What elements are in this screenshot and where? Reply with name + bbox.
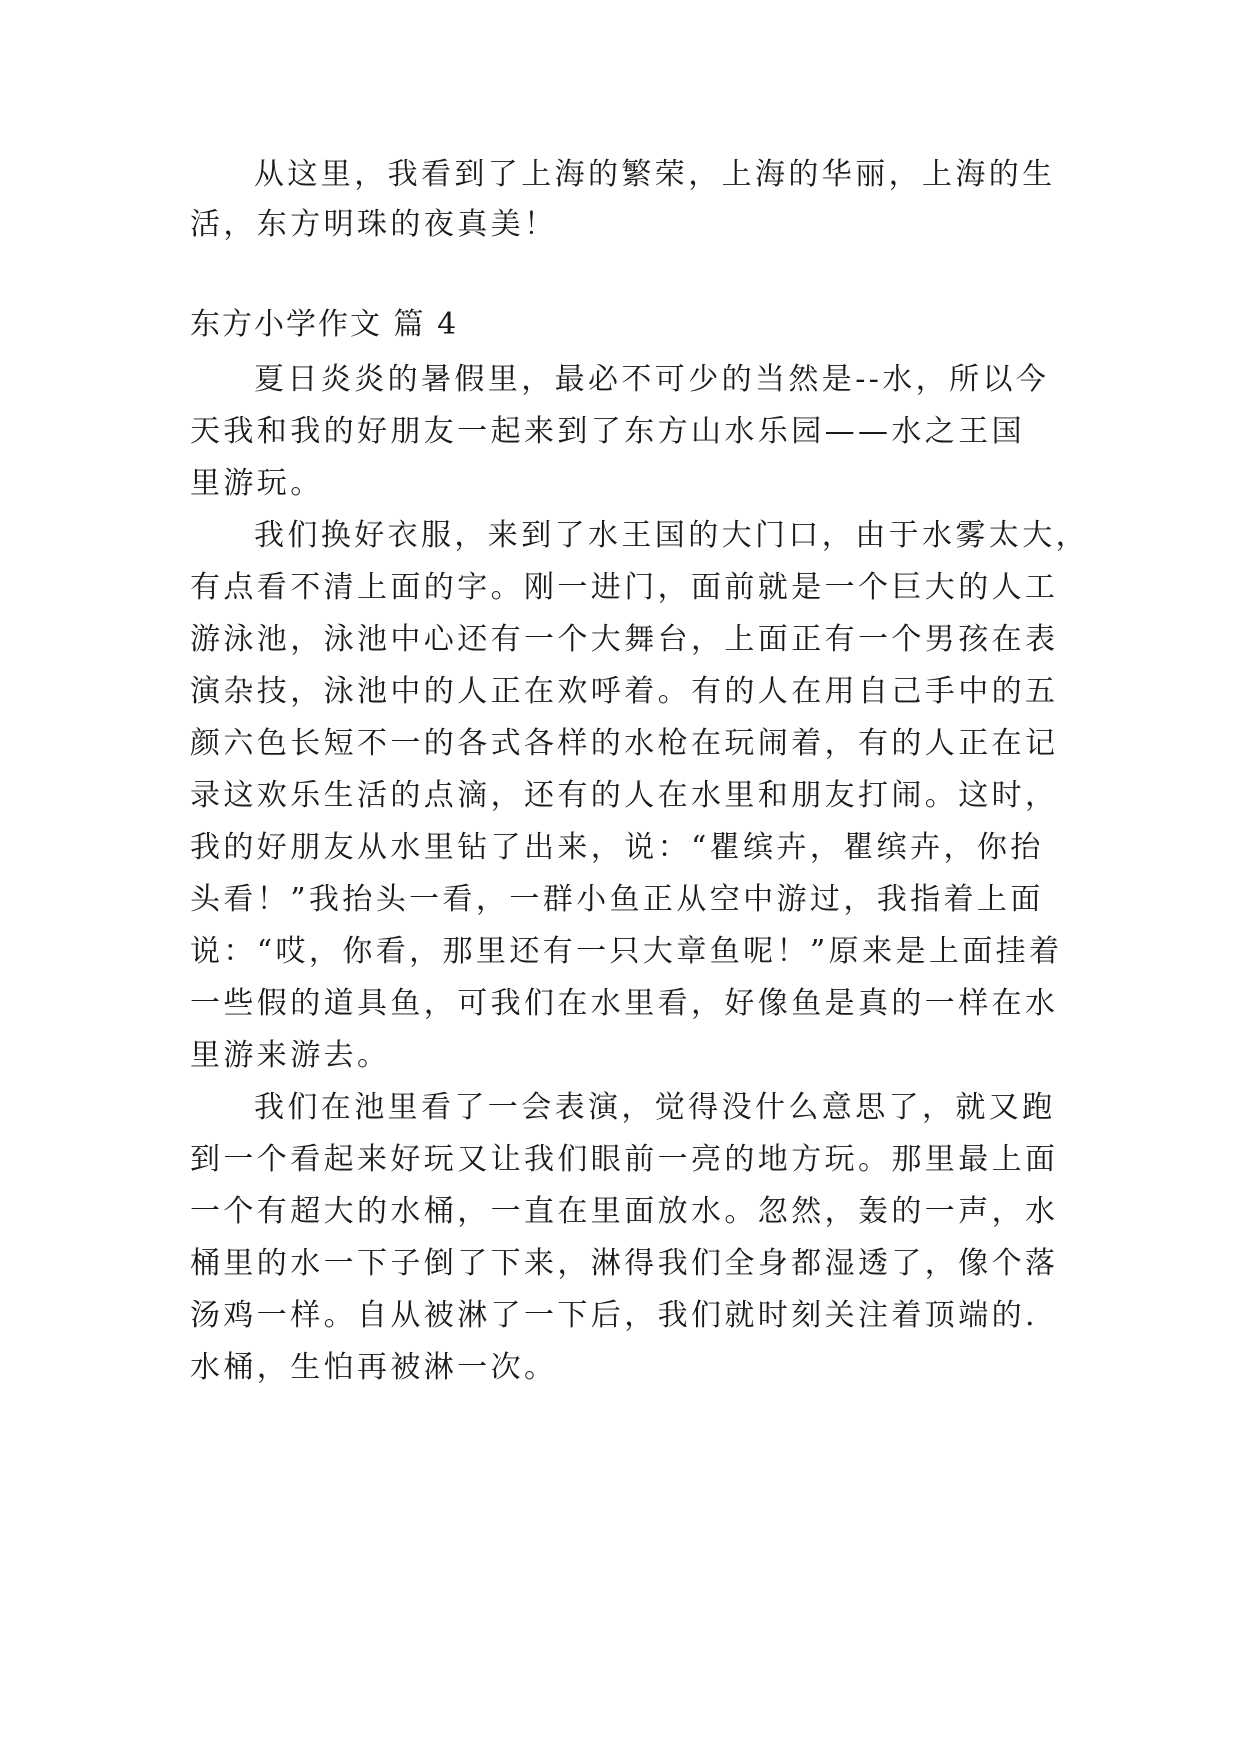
text-line: 游泳池，泳池中心还有一个大舞台，上面正有一个男孩在表	[190, 622, 1059, 657]
text-line: 一个有超大的水桶，一直在里面放水。忽然，轰的一声，水	[190, 1194, 1059, 1229]
text-line: 说：“哎，你看，那里还有一只大章鱼呢！”原来是上面挂着	[190, 934, 1063, 969]
text-line: 夏日炎炎的暑假里，最必不可少的当然是--水，所以今	[254, 362, 1050, 397]
text-line: 颜六色长短不一的各式各样的水枪在玩闹着，有的人正在记	[190, 726, 1059, 761]
text-line: 演杂技，泳池中的人正在欢呼着。有的人在用自己手中的五	[190, 674, 1059, 709]
text-line: 里游玩。	[190, 466, 324, 501]
text-line: 里游来游去。	[190, 1038, 391, 1073]
text-line: 到一个看起来好玩又让我们眼前一亮的地方玩。那里最上面	[190, 1142, 1059, 1177]
text-line: 一些假的道具鱼，可我们在水里看，好像鱼是真的一样在水	[190, 986, 1059, 1021]
text-line: 有点看不清上面的字。刚一进门，面前就是一个巨大的人工	[190, 570, 1059, 605]
section-heading: 东方小学作文 篇 4	[190, 307, 459, 342]
text-line: 天我和我的好朋友一起来到了东方山水乐园——水之王国	[190, 414, 1025, 449]
text-line: 活，东方明珠的夜真美！	[190, 207, 558, 242]
text-line: 我们换好衣服，来到了水王国的大门口，由于水雾太大，	[254, 518, 1089, 553]
text-line: 桶里的水一下子倒了下来，淋得我们全身都湿透了，像个落	[190, 1246, 1059, 1281]
text-line: 录这欢乐生活的点滴，还有的人在水里和朋友打闹。这时，	[190, 778, 1059, 813]
text-line: 水桶，生怕再被淋一次。	[190, 1350, 558, 1385]
text-line: 汤鸡一样。自从被淋了一下后，我们就时刻关注着顶端的.	[190, 1298, 1038, 1333]
text-line: 我们在池里看了一会表演，觉得没什么意思了，就又跑	[254, 1090, 1056, 1125]
text-line: 头看！”我抬头一看，一群小鱼正从空中游过，我指着上面	[190, 882, 1044, 917]
text-line: 我的好朋友从水里钻了出来，说：“瞿缤卉，瞿缤卉，你抬	[190, 830, 1044, 865]
text-line: 从这里，我看到了上海的繁荣，上海的华丽，上海的生	[254, 157, 1056, 192]
